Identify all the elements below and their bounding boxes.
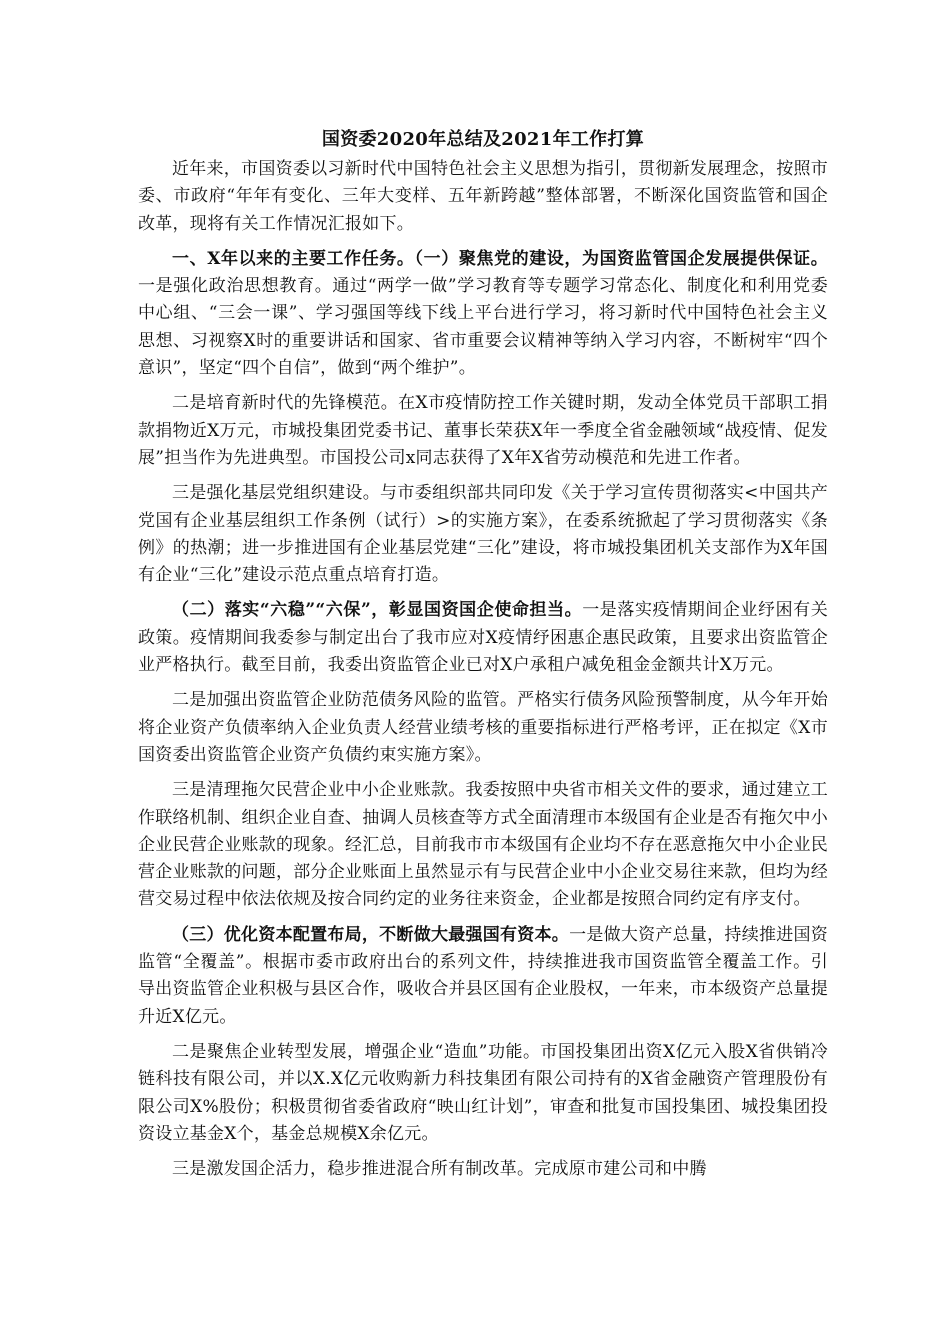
section-heading: （三）优化资本配置布局，不断做大最强国有资本。 [172,924,570,945]
paragraph [138,1156,828,1183]
paragraph-text: 一是落实疫情期间企业纾困有关政策。疫情期间我委参与制定出台了我市应对X疫情纾困惠企惠民政策，且要求出资监管企业严格执行。截至目前，我委出资监管企业已对X户承租户减免租金金额共计X万元。 [138,600,828,676]
paragraph-intro [138,156,828,238]
paragraph-section-1 [138,246,828,382]
paragraph [138,777,828,913]
paragraph-section-3 [138,922,828,1031]
document-body [138,128,828,1189]
paragraph-text: 二是加强出资监管企业防范债务风险的监管。严格实行债务风险预警制度，从今年开始将企业资产负债率纳入企业负责人经营业绩考核的重要指标进行严格考评，正在拟定《X市国资委出资监管企业资产负债约束实施方案》。 [138,690,828,765]
paragraph-text: 近年来，市国资委以习新时代中国特色社会主义思想为指引，贯彻新发展理念，按照市委、市政府“年年有变化、三年大变样、五年新跨越”整体部署，不断深化国资监管和国企改革，现将有关工作情况汇报如下。 [138,159,828,234]
paragraph-text: 三是强化基层党组织建设。与市委组织部共同印发《关于学习宣传贯彻落实<中国共产党国有企业基层组织工作条例（试行）>的实施方案》，在委系统掀起了学习贯彻落实《条例》的热潮；进一步推进国有企业基层党建“三化”建设，将市城投集团机关支部作为X年国有企业“三化”建设示范点重点培育打造。 [138,483,828,586]
paragraph-text: 一是强化政治思想教育。通过“两学一做”学习教育等专题学习常态化、制度化和利用党委中心组、“三会一课”、学习强国等线下线上平台进行学习，将习新时代中国特色社会主义思想、习视察X时的重要讲话和国家、省市重要会议精神等纳入学习内容，不断树牢“四个意识”，坚定“四个自信”，做到“两个维护”。 [138,276,828,379]
paragraph [138,390,828,472]
paragraph-text: 一是做大资产总量，持续推进国资监管“全覆盖”。根据市委市政府出台的系列文件，持续推进我市国资监管全覆盖工作。引导出资监管企业积极与县区合作，吸收合并县区国有企业股权，一年来，市本级资产总量提升近X亿元。 [138,924,829,1027]
paragraph-text: 二是聚焦企业转型发展，增强企业“造血”功能。市国投集团出资X亿元入股X省供销冷链科技有限公司，并以X.X亿元收购新力科技集团有限公司持有的X省金融资产管理股份有限公司X%股份；积极贯彻省委省政府“映山红计划”，审查和批复市国投集团、城投集团投资设立基金X个，基金总规模X余亿元。 [138,1041,828,1144]
section-heading: 一、X年以来的主要工作任务。（一）聚焦党的建设，为国资监管国企发展提供保证。 [172,248,828,269]
paragraph-text: 三是清理拖欠民营企业中小企业账款。我委按照中央省市相关文件的要求，通过建立工作联络机制、组织企业自查、抽调人员核查等方式全面清理市本级国有企业是否有拖欠中小企业民营企业账款的现象。经汇总，目前我市市本级国有企业均不存在恶意拖欠中小企业民营企业账款的问题，部分企业账面上虽然显示有与民营企业中小企业交易往来款，但均为经营交易过程中依法依规及按合同约定的业务往来资金，企业都是按照合同约定有序支付。 [138,780,828,910]
paragraph-section-2 [138,597,828,679]
document-title: 国资委2020年总结及2021年工作打算 [321,129,645,150]
paragraph [138,480,828,589]
paragraph-text: 三是激发国企活力，稳步推进混合所有制改革。完成原市建公司和中腾 [172,1159,707,1180]
paragraph [138,1039,828,1148]
section-heading: （二）落实“六稳”“六保”，彰显国资国企使命担当。 [172,600,583,621]
paragraph-text: 二是培育新时代的先锋模范。在X市疫情防控工作关键时期，发动全体党员干部职工捐款捐物近X万元，市城投集团党委书记、董事长荣获X年一季度全省金融领域“战疫情、促发展”担当作为先进典型。市国投公司x同志获得了X年X省劳动模范和先进工作者。 [138,393,828,468]
paragraph [138,687,828,769]
